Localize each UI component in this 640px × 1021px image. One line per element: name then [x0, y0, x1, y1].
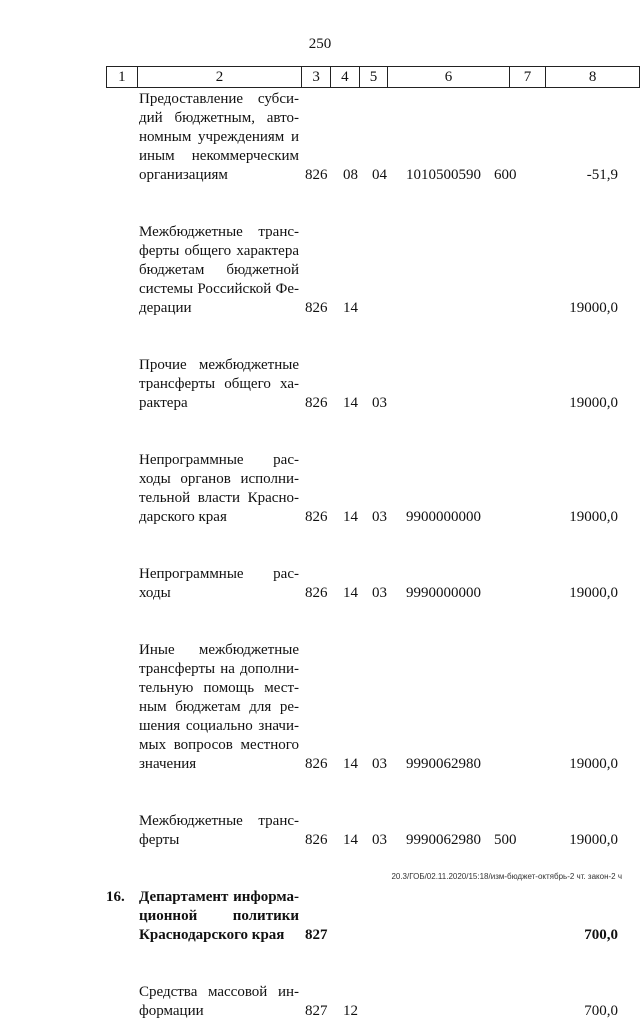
cell-section: 14 — [343, 300, 358, 316]
row-name-line: тельной власти Красно- — [139, 490, 299, 506]
row-name-line: ным бюджетам для ре- — [139, 699, 299, 715]
table-row — [0, 888, 640, 945]
row-name — [139, 90, 299, 185]
table-row — [0, 451, 640, 527]
row-name-line: Прочие межбюджетные — [139, 357, 299, 373]
row-name-line: иным некоммерческим — [139, 148, 299, 164]
cell-target-article: 9990000000 — [406, 585, 481, 601]
row-name-line: мых вопросов местного — [139, 737, 299, 753]
row-name-line: Непрограммные рас- — [139, 452, 299, 468]
row-name-line: ферты общего характера — [139, 243, 299, 259]
row-name-line: Межбюджетные транс- — [139, 224, 299, 240]
cell-ministry-code: 827 — [305, 927, 328, 943]
row-name — [139, 812, 299, 850]
cell-subsection: 04 — [372, 167, 387, 183]
row-name-line: ферты — [139, 832, 180, 848]
row-name-line: формации — [139, 1003, 204, 1019]
cell-section: 14 — [343, 756, 358, 772]
row-name-line: Межбюджетные транс- — [139, 813, 299, 829]
table-row — [0, 356, 640, 413]
table-row — [0, 565, 640, 603]
cell-section: 12 — [343, 1003, 358, 1019]
row-name-line: рактера — [139, 395, 188, 411]
cell-amount: 700,0 — [584, 1003, 618, 1019]
row-name-line: трансферты общего ха- — [139, 376, 299, 392]
row-name-line: трансферты на дополни- — [139, 661, 299, 677]
cell-ministry-code: 827 — [305, 1003, 328, 1019]
table-row — [0, 983, 640, 1021]
cell-section: 14 — [343, 832, 358, 848]
cell-amount: 19000,0 — [569, 832, 618, 848]
column-header-7: 7 — [509, 67, 546, 88]
cell-subsection: 03 — [372, 756, 387, 772]
cell-target-article: 9990062980 — [406, 832, 481, 848]
column-header-8: 8 — [546, 67, 640, 88]
row-name — [139, 223, 299, 318]
cell-expense-type: 500 — [494, 832, 517, 848]
cell-section: 08 — [343, 167, 358, 183]
cell-amount: 19000,0 — [569, 509, 618, 525]
row-name-line: шения социально значи- — [139, 718, 299, 734]
column-header-3: 3 — [302, 67, 331, 88]
row-name — [139, 641, 299, 774]
cell-target-article: 9900000000 — [406, 509, 481, 525]
row-name-line: дарского края — [139, 509, 227, 525]
cell-subsection: 03 — [372, 395, 387, 411]
row-name-line: бюджетам бюджетной — [139, 262, 299, 278]
column-header-row — [107, 67, 640, 88]
column-header-5: 5 — [359, 67, 388, 88]
cell-expense-type: 600 — [494, 167, 517, 183]
cell-section: 14 — [343, 395, 358, 411]
row-name-line: Краснодарского края — [139, 927, 285, 943]
page-number: 250 — [308, 36, 332, 52]
cell-section: 14 — [343, 585, 358, 601]
row-name-line: значения — [139, 756, 197, 772]
column-header-6: 6 — [388, 67, 509, 88]
row-name-line: ционной политики — [139, 908, 299, 924]
cell-ministry-code: 826 — [305, 300, 328, 316]
cell-amount: 19000,0 — [569, 395, 618, 411]
row-name — [139, 565, 299, 603]
cell-amount: 19000,0 — [569, 756, 618, 772]
row-number: 16. — [106, 889, 125, 905]
table-row — [0, 812, 640, 850]
cell-subsection: 03 — [372, 509, 387, 525]
row-name-line: Средства массовой ин- — [139, 984, 299, 1000]
table-row — [0, 90, 640, 185]
cell-amount: 19000,0 — [569, 300, 618, 316]
row-name-line: Иные межбюджетные — [139, 642, 299, 658]
cell-target-article: 9990062980 — [406, 756, 481, 772]
column-header-2: 2 — [137, 67, 302, 88]
row-name-line: дий бюджетным, авто- — [139, 110, 299, 126]
cell-ministry-code: 826 — [305, 395, 328, 411]
cell-ministry-code: 826 — [305, 509, 328, 525]
cell-ministry-code: 826 — [305, 756, 328, 772]
row-name-line: ходы органов исполни- — [139, 471, 299, 487]
table-row — [0, 223, 640, 318]
row-name-line: дерации — [139, 300, 192, 316]
cell-target-article: 1010500590 — [406, 167, 481, 183]
cell-ministry-code: 826 — [305, 167, 328, 183]
row-name-line: ходы — [139, 585, 171, 601]
cell-ministry-code: 826 — [305, 585, 328, 601]
row-name-line: номным учреждениям и — [139, 129, 299, 145]
row-name — [139, 451, 299, 527]
table-row — [0, 641, 640, 774]
row-name-line: Департамент информа- — [139, 889, 299, 905]
row-name — [139, 983, 299, 1021]
column-header-table — [106, 66, 640, 88]
document-footer: 20.3/ГОБ/02.11.2020/15:18/изм-бюджет-октябрь-2 чт. закон-2 ч — [391, 872, 622, 881]
row-name-line: системы Российской Фе- — [139, 281, 299, 297]
row-name-line: Непрограммные рас- — [139, 566, 299, 582]
row-name-line: организациям — [139, 167, 228, 183]
cell-subsection: 03 — [372, 832, 387, 848]
cell-amount: -51,9 — [586, 167, 618, 183]
cell-subsection: 03 — [372, 585, 387, 601]
column-header-4: 4 — [330, 67, 359, 88]
column-header-1: 1 — [107, 67, 138, 88]
row-name — [139, 888, 299, 945]
cell-ministry-code: 826 — [305, 832, 328, 848]
cell-amount: 700,0 — [584, 927, 618, 943]
row-name-line: тельную помощь мест- — [139, 680, 299, 696]
row-name-line: Предоставление субси- — [139, 91, 299, 107]
row-name — [139, 356, 299, 413]
cell-section: 14 — [343, 509, 358, 525]
cell-amount: 19000,0 — [569, 585, 618, 601]
